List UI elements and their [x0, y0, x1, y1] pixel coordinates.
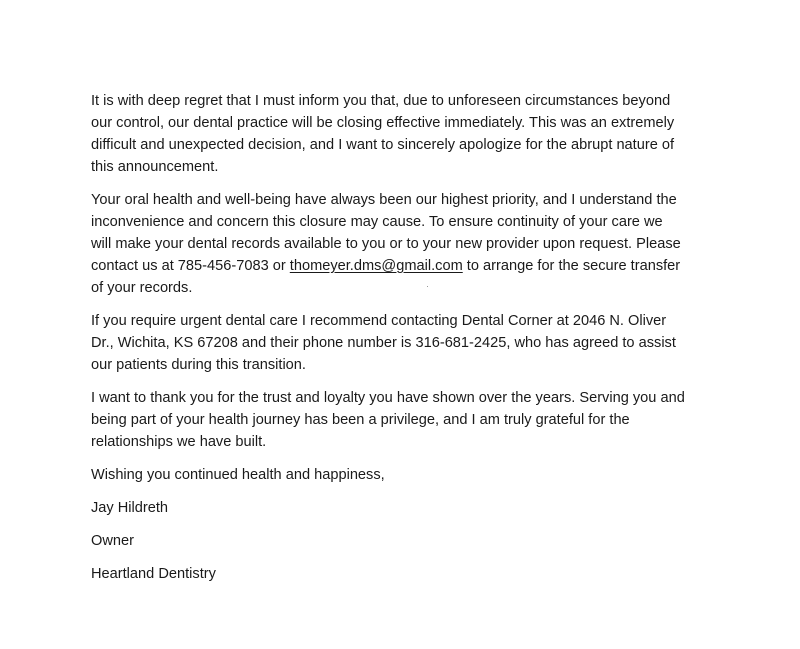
scan-speck	[427, 286, 428, 287]
paragraph-closing-notice	[91, 90, 713, 178]
paragraph-thanks	[91, 387, 713, 453]
text-line: our patients during this transition.	[91, 357, 306, 373]
paragraph-urgent-care	[91, 310, 713, 376]
text-line: of your records.	[91, 280, 193, 296]
text-line: difficult and unexpected decision, and I want to sincerely apologize for the abrupt nature of	[91, 137, 675, 153]
text-line: If you require urgent dental care I recommend contacting Dental Corner at 2046 N. Oliver	[91, 313, 667, 329]
text-line: this announcement.	[91, 159, 219, 175]
contact-text-after: to arrange for the secure transfer	[462, 258, 681, 274]
text-line: Your oral health and well-being have always been our highest priority, and I understand the	[91, 192, 677, 208]
text-line: Dr., Wichita, KS 67208 and their phone number is 316-681-2425, who has agreed to assist	[91, 335, 676, 351]
email-link[interactable]: thomeyer.dms@gmail.com	[289, 258, 463, 274]
text-line: relationships we have built.	[91, 434, 267, 450]
signer-title: Owner	[91, 533, 134, 549]
text-line: will make your dental records available to you or to your new provider upon request. Please	[91, 236, 681, 252]
text-line: inconvenience and concern this closure may cause. To ensure continuity of your care we	[91, 214, 663, 230]
organization-name: Heartland Dentistry	[91, 566, 216, 582]
signer-name: Jay Hildreth	[91, 500, 169, 516]
paragraph-records	[91, 189, 713, 299]
text-line-contact	[91, 255, 713, 277]
text-line: our control, our dental practice will be closing effective immediately. This was an extremely	[91, 115, 675, 131]
text-line: It is with deep regret that I must inform you that, due to unforeseen circumstances beyond	[91, 93, 671, 109]
text-line: I want to thank you for the trust and loyalty you have shown over the years. Serving you and	[91, 390, 685, 406]
letter-body	[91, 90, 713, 596]
closing-line: Wishing you continued health and happiness,	[91, 467, 385, 483]
contact-text-before: contact us at 785-456-7083 or	[91, 258, 290, 274]
text-line: being part of your health journey has been a privilege, and I am truly grateful for the	[91, 412, 630, 428]
